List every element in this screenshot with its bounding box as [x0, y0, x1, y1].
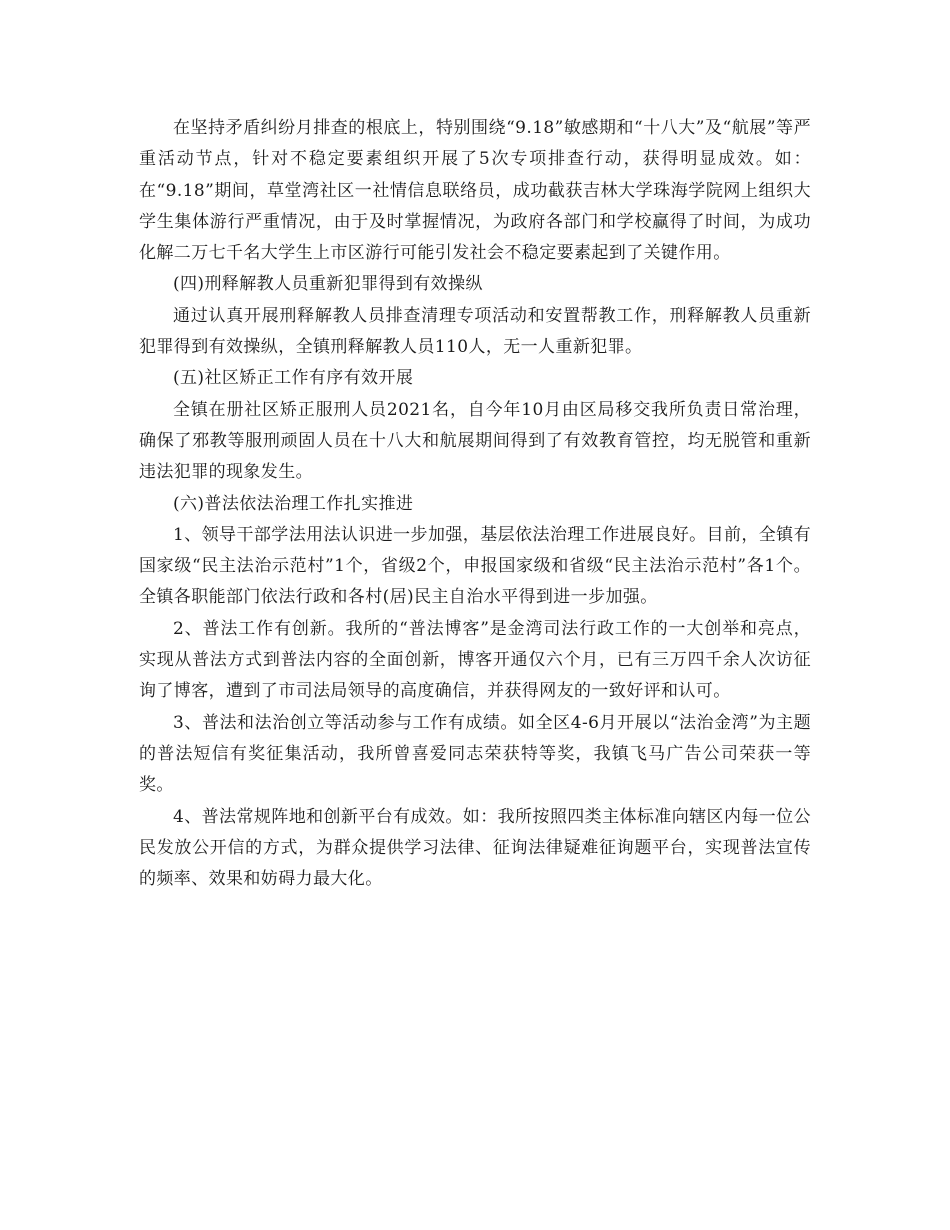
paragraph-community-correction: 全镇在册社区矫正服刑人员2021名，自今年10月由区局移交我所负责日常治理，确保了邪教等服刑顽固人员在十八大和航展期间得到了有效教育管控，均无脱管和重新违法犯罪的现象发生。 — [139, 399, 811, 483]
section-heading-5: (五)社区矫正工作有序有效开展 — [173, 368, 414, 389]
document-body — [139, 113, 811, 895]
section-heading-4: (四)刑释解教人员重新犯罪得到有效操纵 — [173, 274, 483, 295]
paragraph-item-2: 2、普法工作有创新。我所的“普法博客”是金湾司法行政工作的一大创举和亮点，实现从普法方式到普法内容的全面创新，博客开通仅六个月，已有三万四千余人次访征询了博客，遭到了市司法局领导的高度确信，并获得网友的一致好评和认可。 — [139, 618, 811, 702]
section-heading-6: (六)普法依法治理工作扎实推进 — [173, 493, 414, 514]
paragraph-item-3: 3、普法和法治创立等活动参与工作有成绩。如全区4-6月开展以“法治金湾”为主题的普法短信有奖征集活动，我所曾喜爱同志荣获特等奖，我镇飞马广告公司荣获一等奖。 — [139, 712, 811, 796]
paragraph-released-persons: 通过认真开展刑释解教人员排查清理专项活动和安置帮教工作，刑释解教人员重新犯罪得到有效操纵，全镇刑释解教人员110人，无一人重新犯罪。 — [139, 305, 811, 358]
paragraph-item-1: 1、领导干部学法用法认识进一步加强，基层依法治理工作进展良好。目前，全镇有国家级“民主法治示范村”1个，省级2个，申报国家级和省级“民主法治示范村”各1个。全镇各职能部门依法行政和各村(居)民主自治水平得到进一步加强。 — [139, 524, 811, 608]
paragraph-investigation: 在坚持矛盾纠纷月排查的根底上，特别围绕“9.18”敏感期和“十八大”及“航展”等严重活动节点，针对不稳定要素组织开展了5次专项排查行动，获得明显成效。如：在“9.18”期间，草堂湾社区一社情信息联络员，成功截获吉林大学珠海学院网上组织大学生集体游行严重情况，由于及时掌握情况，为政府各部门和学校赢得了时间，为成功化解二万七千名大学生上市区游行可能引发社会不稳定要素起到了关键作用。 — [139, 118, 811, 264]
paragraph-item-4: 4、普法常规阵地和创新平台有成效。如：我所按照四类主体标准向辖区内每一位公民发放公开信的方式，为群众提供学习法律、征询法律疑难征询题平台，实现普法宣传的频率、效果和妨碍力最大化。 — [139, 806, 811, 890]
